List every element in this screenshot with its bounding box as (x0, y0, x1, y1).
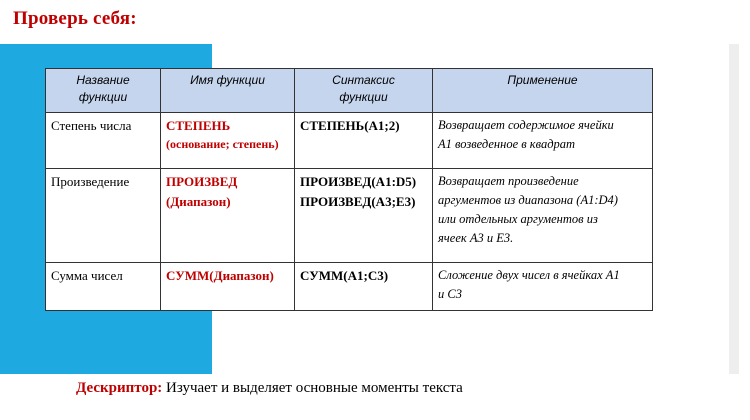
table-header-row (46, 69, 653, 113)
usage-text: ячеек А3 и Е3. (438, 231, 514, 245)
cell-function-id (161, 263, 295, 311)
header-syntax (295, 69, 433, 113)
syntax-text: ПРОИЗВЕД(А1:D5) (300, 174, 417, 189)
cell-function-id (161, 113, 295, 169)
descriptor-label: Дескриптор: (76, 380, 163, 396)
cell-function-name: Степень числа (46, 113, 161, 169)
cell-function-id (161, 169, 295, 263)
descriptor-text: Изучает и выделяет основные моменты текста (162, 380, 463, 396)
usage-text: или отдельных аргументов из (438, 212, 598, 226)
usage-text: аргументов из диапазона (А1:D4) (438, 193, 618, 207)
functions-table-container (45, 68, 653, 311)
cell-syntax (295, 263, 433, 311)
table-row (46, 263, 653, 311)
header-text: Применение (507, 73, 578, 87)
function-args-text: (Диапазон) (166, 194, 231, 209)
cell-syntax (295, 169, 433, 263)
syntax-text: ПРОИЗВЕД(А3;Е3) (300, 194, 416, 209)
header-text: Имя функции (190, 73, 265, 87)
header-text: Синтаксис (332, 73, 395, 87)
table-row (46, 113, 653, 169)
usage-text: Сложение двух чисел в ячейках А1 (438, 268, 620, 282)
functions-table (45, 68, 653, 311)
function-name-text: СУММ(Диапазон) (166, 268, 274, 283)
cell-syntax (295, 113, 433, 169)
function-name-text: ПРОИЗВЕД (166, 174, 238, 189)
header-usage (433, 69, 653, 113)
syntax-text: СУММ(А1;С3) (300, 268, 389, 283)
usage-text: и С3 (438, 287, 462, 301)
function-args-text: (основание; степень) (166, 137, 279, 151)
cell-usage (433, 263, 653, 311)
usage-text: Возвращает произведение (438, 174, 579, 188)
header-text: функции (339, 90, 388, 104)
cell-usage (433, 113, 653, 169)
right-edge-strip (729, 44, 739, 374)
cell-function-name: Сумма чисел (46, 263, 161, 311)
table-row (46, 169, 653, 263)
header-function-name (46, 69, 161, 113)
function-name-text: СТЕПЕНЬ (166, 118, 231, 133)
cell-usage (433, 169, 653, 263)
header-function-id (161, 69, 295, 113)
usage-text: А1 возведенное в квадрат (438, 137, 576, 151)
header-text: функции (78, 90, 128, 104)
usage-text: Возвращает содержимое ячейки (438, 118, 614, 132)
page-title: Проверь себя: (13, 8, 137, 29)
syntax-text: СТЕПЕНЬ(А1;2) (300, 118, 400, 133)
cell-function-name: Произведение (46, 169, 161, 263)
descriptor-line (76, 380, 463, 397)
header-text: Название (76, 73, 130, 87)
